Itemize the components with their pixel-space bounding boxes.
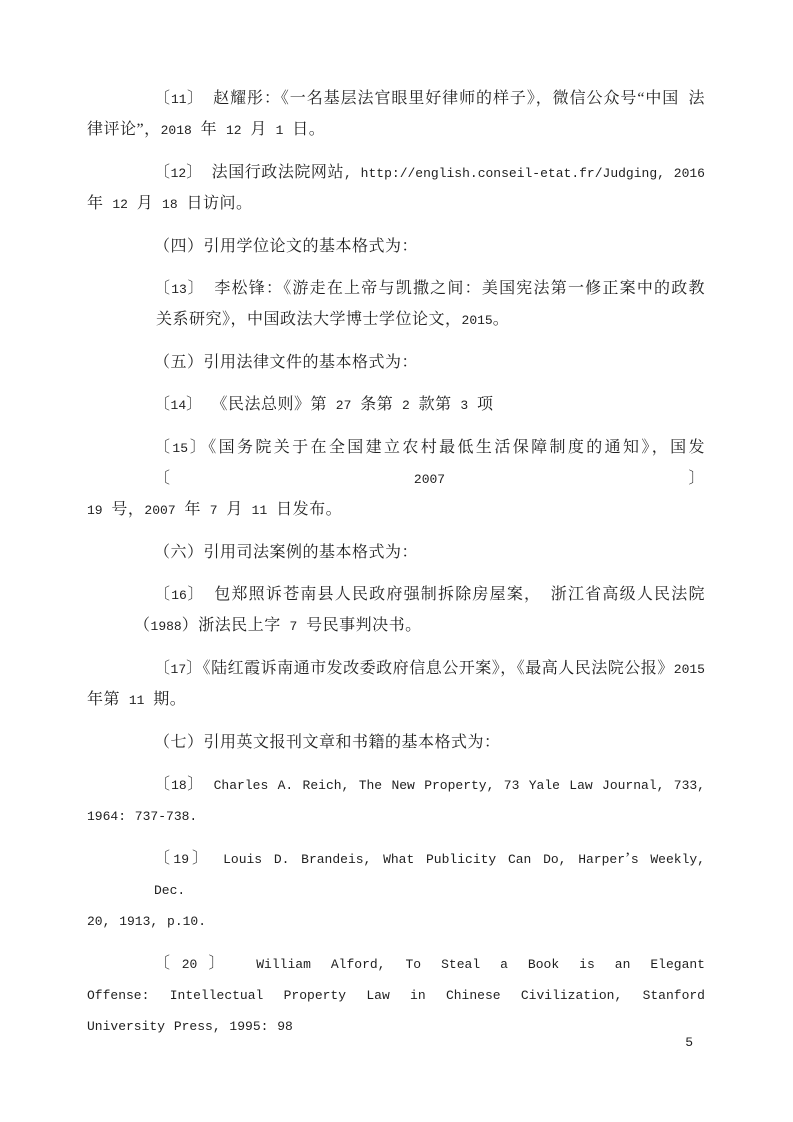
latin-text-run: 11	[242, 503, 277, 518]
page-number: 5	[685, 1035, 693, 1050]
latin-text-run	[541, 588, 551, 603]
citation-20	[87, 949, 705, 1042]
text-line: 〔20〕 William Alford, To Steal a Book is an Elegant	[154, 955, 705, 972]
section-heading-7	[87, 728, 705, 758]
text-line: （四）引用学位论文的基本格式为：	[154, 238, 419, 255]
text-line: 〔14〕 《民法总则》第 27 条第 2 款第 3 项	[154, 396, 494, 413]
latin-text-run: 11	[120, 693, 154, 708]
text-line: （1988）浙法民上字 7 号民事判决书。	[134, 617, 422, 634]
latin-text-run	[205, 282, 215, 297]
latin-text-run: 2015	[673, 662, 705, 677]
latin-text-run: 2007	[144, 503, 185, 518]
latin-text-run: University Press, 1995: 98	[87, 1019, 293, 1034]
document-body	[87, 84, 705, 1042]
latin-text-run	[203, 398, 212, 413]
latin-text-run: 12	[103, 197, 137, 212]
latin-text-run: 1988	[150, 619, 182, 634]
latin-text-run: 1	[266, 123, 293, 138]
latin-text-run: 18	[153, 197, 187, 212]
latin-text-run: 17	[170, 662, 187, 677]
text-line: 〔11〕 赵耀彤：《一名基层法官眼里好律师的样子》，微信公众号“中国 法	[154, 90, 705, 107]
latin-text-run: 27	[326, 398, 361, 413]
text-line	[87, 801, 705, 832]
text-line	[87, 906, 705, 937]
latin-text-run: 20, 1913, p.10.	[87, 914, 207, 929]
citation-15	[87, 433, 705, 526]
latin-text-run: , http://english.conseil-etat.fr/Judging, 2016	[344, 166, 705, 181]
text-line: 19 号，2007 年 7 月 11 日发布。	[87, 501, 343, 518]
latin-text-run: 11	[170, 92, 187, 107]
text-line: 律评论”，2018 年 12 月 1 日。	[87, 121, 326, 138]
latin-text-run	[679, 92, 688, 107]
citation-13	[87, 274, 705, 336]
latin-text-run: 16	[171, 588, 187, 603]
latin-text-run: s Weekly, Dec.	[154, 852, 705, 898]
citation-12	[87, 158, 705, 220]
text-line: 关系研究》，中国政法大学博士学位论文，2015。	[156, 311, 510, 328]
latin-text-run	[204, 92, 213, 107]
latin-text-run: 18	[171, 778, 187, 793]
text-line: 〔16〕 包郑照诉苍南县人民政府强制拆除房屋案， 浙江省高级人民法院	[154, 586, 705, 603]
latin-text-run: 7	[280, 619, 307, 634]
text-line: 〔17〕《陆红霞诉南通市发改委政府信息公开案》，《最高人民法院公报》2015	[154, 660, 705, 677]
citation-11	[87, 84, 705, 146]
latin-text-run: 2015	[461, 313, 493, 328]
latin-text-run: 3	[451, 398, 478, 413]
latin-text-run: 20	[181, 957, 198, 972]
text-line: 年第 11 期。	[87, 691, 187, 708]
latin-text-run: 19	[87, 503, 112, 518]
latin-text-run: William Alford, To Steal a Book is an Elegant	[236, 957, 705, 972]
latin-text-run: 13	[171, 282, 187, 297]
latin-text-run: 2007	[413, 472, 446, 487]
text-line: 〔15〕《国务院关于在全国建立农村最低生活保障制度的通知》，国发〔2007〕	[154, 439, 705, 487]
latin-text-run: 14	[170, 398, 187, 413]
latin-text-run: 19	[173, 852, 190, 867]
section-heading-5	[87, 348, 705, 378]
text-line: （七）引用英文报刊文章和书籍的基本格式为：	[154, 734, 501, 751]
citation-16	[87, 580, 705, 642]
section-heading-4	[87, 232, 705, 262]
latin-text-run: 15	[172, 441, 188, 456]
text-line: 〔18〕 Charles A. Reich, The New Property, 73 Yale Law Journal, 733,	[154, 776, 705, 793]
text-line: （五）引用法律文件的基本格式为：	[154, 354, 419, 371]
latin-text-run	[205, 588, 215, 603]
latin-text-run: 2	[393, 398, 419, 413]
text-line: （六）引用司法案例的基本格式为：	[154, 544, 419, 561]
latin-text-run: 7	[200, 503, 227, 518]
latin-text-run	[203, 166, 212, 181]
citation-19	[87, 844, 705, 937]
section-heading-6	[87, 538, 705, 568]
latin-text-run: 2018	[160, 123, 201, 138]
text-line: 〔13〕 李松锋：《游走在上帝与凯撒之间：美国宪法第一修正案中的政教	[154, 280, 705, 297]
text-line	[87, 980, 705, 1011]
text-line: 〔19〕 Louis D. Brandeis, What Publicity Can Do, Harper’s Weekly, Dec.	[154, 850, 705, 898]
latin-text-run: Louis D. Brandeis, What Publicity Can Do, Harper	[211, 852, 626, 867]
latin-text-run: Offense: Intellectual Property Law in Chinese Civilization, Stanford	[87, 988, 705, 1003]
text-line	[87, 1011, 705, 1042]
latin-text-run: 12	[170, 166, 187, 181]
latin-text-run: 1964: 737-738.	[87, 809, 198, 824]
latin-text-run: Charles A. Reich, The New Property, 73 Yale Law Journal, 733,	[204, 778, 705, 793]
text-line: 年 12 月 18 日访问。	[87, 195, 253, 212]
citation-17	[87, 654, 705, 716]
citation-14	[87, 390, 705, 421]
latin-text-run: 12	[217, 123, 251, 138]
text-line: 〔12〕 法国行政法院网站, http://english.conseil-etat.fr/Judging, 2016	[154, 164, 705, 181]
citation-18	[87, 770, 705, 832]
